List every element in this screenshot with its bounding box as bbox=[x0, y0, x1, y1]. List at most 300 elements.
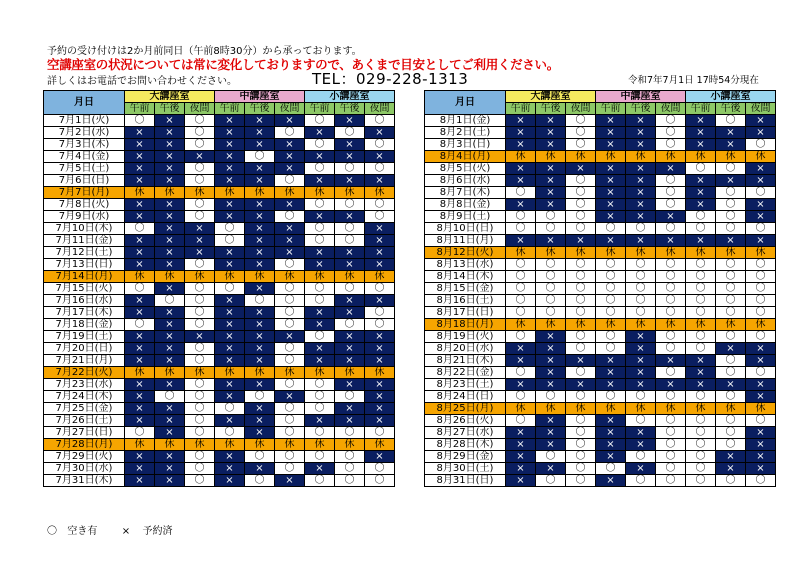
slot-reserved: × bbox=[275, 331, 305, 343]
slot-reserved: × bbox=[596, 427, 626, 439]
date-cell: 7月5日(土) bbox=[44, 163, 125, 175]
slot-available: 〇 bbox=[656, 331, 686, 343]
date-cell: 7月7日(月) bbox=[44, 187, 125, 199]
calendar-row bbox=[44, 175, 395, 187]
slot-closed: 休 bbox=[596, 247, 626, 259]
slot-reserved: × bbox=[185, 151, 215, 163]
slot-available: 〇 bbox=[716, 199, 746, 211]
slot-reserved: × bbox=[125, 307, 155, 319]
slot-reserved: × bbox=[626, 439, 656, 451]
date-cell: 7月11日(金) bbox=[44, 235, 125, 247]
date-cell: 7月16日(水) bbox=[44, 295, 125, 307]
slot-available: 〇 bbox=[746, 283, 776, 295]
slot-available: 〇 bbox=[245, 451, 275, 463]
slot-available: 〇 bbox=[215, 283, 245, 295]
slot-reserved: × bbox=[125, 475, 155, 487]
slot-reserved: × bbox=[335, 175, 365, 187]
slot-available: 〇 bbox=[506, 259, 536, 271]
date-cell: 8月20日(水) bbox=[425, 343, 506, 355]
date-cell: 7月12日(土) bbox=[44, 247, 125, 259]
slot-reserved: × bbox=[596, 211, 626, 223]
slot-available: 〇 bbox=[686, 463, 716, 475]
calendar-row bbox=[425, 151, 776, 163]
slot-available: 〇 bbox=[185, 259, 215, 271]
slot-available: 〇 bbox=[716, 415, 746, 427]
slot-reserved: × bbox=[626, 187, 656, 199]
slot-available: 〇 bbox=[335, 199, 365, 211]
slot-reserved: × bbox=[746, 463, 776, 475]
slot-afternoon-header: 午後 bbox=[245, 103, 275, 115]
calendar-row bbox=[44, 271, 395, 283]
slot-available: 〇 bbox=[506, 187, 536, 199]
slot-available: 〇 bbox=[716, 427, 746, 439]
slot-reserved: × bbox=[155, 307, 185, 319]
slot-available: 〇 bbox=[506, 415, 536, 427]
slot-closed: 休 bbox=[746, 151, 776, 163]
slot-available: 〇 bbox=[746, 271, 776, 283]
slot-reserved: × bbox=[305, 319, 335, 331]
slot-available: 〇 bbox=[746, 367, 776, 379]
slot-available: 〇 bbox=[305, 475, 335, 487]
slot-reserved: × bbox=[155, 379, 185, 391]
slot-reserved: × bbox=[506, 235, 536, 247]
slot-available: 〇 bbox=[185, 379, 215, 391]
slot-reserved: × bbox=[626, 379, 656, 391]
slot-reserved: × bbox=[626, 199, 656, 211]
calendar-row bbox=[44, 247, 395, 259]
slot-available: 〇 bbox=[686, 283, 716, 295]
slot-available: 〇 bbox=[365, 139, 395, 151]
date-cell: 8月8日(金) bbox=[425, 199, 506, 211]
slot-available: 〇 bbox=[626, 271, 656, 283]
date-cell: 8月11日(月) bbox=[425, 235, 506, 247]
slot-reserved: × bbox=[506, 343, 536, 355]
slot-closed: 休 bbox=[626, 403, 656, 415]
slot-afternoon-header: 午後 bbox=[716, 103, 746, 115]
slot-available: 〇 bbox=[686, 223, 716, 235]
slot-reserved: × bbox=[365, 235, 395, 247]
slot-reserved: × bbox=[536, 235, 566, 247]
date-cell: 8月24日(日) bbox=[425, 391, 506, 403]
slot-reserved: × bbox=[746, 427, 776, 439]
slot-reserved: × bbox=[335, 295, 365, 307]
slot-morning-header: 午前 bbox=[686, 103, 716, 115]
slot-reserved: × bbox=[596, 415, 626, 427]
date-cell: 7月1日(火) bbox=[44, 115, 125, 127]
calendar-row bbox=[44, 187, 395, 199]
slot-available: 〇 bbox=[566, 427, 596, 439]
slot-reserved: × bbox=[656, 379, 686, 391]
slot-available: 〇 bbox=[686, 343, 716, 355]
slot-reserved: × bbox=[506, 475, 536, 487]
date-cell: 7月19日(土) bbox=[44, 331, 125, 343]
date-cell: 7月4日(金) bbox=[44, 151, 125, 163]
slot-reserved: × bbox=[626, 175, 656, 187]
slot-available: 〇 bbox=[686, 271, 716, 283]
slot-reserved: × bbox=[215, 295, 245, 307]
slot-reserved: × bbox=[215, 247, 245, 259]
slot-closed: 休 bbox=[746, 403, 776, 415]
date-cell: 8月28日(木) bbox=[425, 439, 506, 451]
slot-reserved: × bbox=[335, 403, 365, 415]
date-cell: 7月10日(木) bbox=[44, 223, 125, 235]
slot-reserved: × bbox=[536, 163, 566, 175]
calendar-row bbox=[425, 403, 776, 415]
date-cell: 7月28日(月) bbox=[44, 439, 125, 451]
slot-available: 〇 bbox=[656, 175, 686, 187]
slot-available: 〇 bbox=[506, 283, 536, 295]
slot-available: 〇 bbox=[185, 283, 215, 295]
slot-reserved: × bbox=[215, 415, 245, 427]
slot-reserved: × bbox=[215, 355, 245, 367]
slot-available: 〇 bbox=[566, 271, 596, 283]
slot-closed: 休 bbox=[185, 367, 215, 379]
slot-available: 〇 bbox=[506, 295, 536, 307]
slot-reserved: × bbox=[566, 235, 596, 247]
slot-reserved: × bbox=[245, 235, 275, 247]
slot-reserved: × bbox=[365, 403, 395, 415]
slot-reserved: × bbox=[335, 415, 365, 427]
calendar-row bbox=[425, 271, 776, 283]
slot-available: 〇 bbox=[716, 283, 746, 295]
slot-reserved: × bbox=[686, 379, 716, 391]
slot-reserved: × bbox=[746, 343, 776, 355]
slot-available: 〇 bbox=[305, 199, 335, 211]
slot-available: 〇 bbox=[275, 295, 305, 307]
slot-available: 〇 bbox=[275, 463, 305, 475]
slot-reserved: × bbox=[125, 199, 155, 211]
available-label: 空き有 bbox=[67, 526, 98, 537]
slot-reserved: × bbox=[155, 343, 185, 355]
slot-reserved: × bbox=[596, 199, 626, 211]
slot-closed: 休 bbox=[536, 247, 566, 259]
slot-available: 〇 bbox=[275, 283, 305, 295]
slot-available: 〇 bbox=[245, 475, 275, 487]
slot-reserved: × bbox=[506, 163, 536, 175]
slot-available: 〇 bbox=[626, 475, 656, 487]
slot-available: 〇 bbox=[566, 367, 596, 379]
calendar-row bbox=[44, 151, 395, 163]
date-cell: 8月6日(水) bbox=[425, 175, 506, 187]
slot-available: 〇 bbox=[716, 259, 746, 271]
slot-reserved: × bbox=[536, 187, 566, 199]
slot-available: 〇 bbox=[506, 271, 536, 283]
slot-available: 〇 bbox=[566, 391, 596, 403]
slot-reserved: × bbox=[596, 451, 626, 463]
slot-reserved: × bbox=[716, 235, 746, 247]
slot-reserved: × bbox=[686, 355, 716, 367]
slot-reserved: × bbox=[746, 451, 776, 463]
slot-available: 〇 bbox=[185, 427, 215, 439]
calendar-row bbox=[425, 127, 776, 139]
slot-closed: 休 bbox=[305, 271, 335, 283]
slot-available: 〇 bbox=[656, 259, 686, 271]
slot-available: 〇 bbox=[185, 211, 215, 223]
calendar-row bbox=[425, 355, 776, 367]
slot-closed: 休 bbox=[155, 187, 185, 199]
slot-reserved: × bbox=[536, 127, 566, 139]
date-cell: 8月12日(火) bbox=[425, 247, 506, 259]
slot-reserved: × bbox=[626, 127, 656, 139]
slot-available: 〇 bbox=[335, 391, 365, 403]
slot-available: 〇 bbox=[656, 223, 686, 235]
slot-reserved: × bbox=[626, 367, 656, 379]
large-room-header: 大講座室 bbox=[125, 91, 215, 103]
slot-closed: 休 bbox=[716, 247, 746, 259]
slot-reserved: × bbox=[215, 391, 245, 403]
date-cell: 8月22日(金) bbox=[425, 367, 506, 379]
slot-reserved: × bbox=[305, 307, 335, 319]
slot-closed: 休 bbox=[626, 151, 656, 163]
slot-closed: 休 bbox=[506, 403, 536, 415]
slot-reserved: × bbox=[506, 175, 536, 187]
calendar-row bbox=[44, 403, 395, 415]
date-cell: 7月20日(日) bbox=[44, 343, 125, 355]
slot-available: 〇 bbox=[506, 367, 536, 379]
calendar-row bbox=[44, 415, 395, 427]
slot-available: 〇 bbox=[596, 259, 626, 271]
slot-available: 〇 bbox=[656, 451, 686, 463]
slot-morning-header: 午前 bbox=[125, 103, 155, 115]
slot-reserved: × bbox=[245, 427, 275, 439]
slot-reserved: × bbox=[716, 175, 746, 187]
slot-reserved: × bbox=[506, 463, 536, 475]
slot-available: 〇 bbox=[185, 403, 215, 415]
slot-available: 〇 bbox=[626, 391, 656, 403]
slot-available: 〇 bbox=[596, 343, 626, 355]
slot-reserved: × bbox=[536, 379, 566, 391]
slot-reserved: × bbox=[245, 307, 275, 319]
slot-reserved: × bbox=[155, 163, 185, 175]
slot-reserved: × bbox=[185, 247, 215, 259]
calendar-row bbox=[44, 199, 395, 211]
slot-closed: 休 bbox=[596, 403, 626, 415]
slot-closed: 休 bbox=[365, 271, 395, 283]
slot-reserved: × bbox=[365, 343, 395, 355]
slot-reserved: × bbox=[746, 439, 776, 451]
slot-reserved: × bbox=[335, 139, 365, 151]
date-cell: 7月31日(木) bbox=[44, 475, 125, 487]
slot-reserved: × bbox=[305, 343, 335, 355]
slot-closed: 休 bbox=[335, 271, 365, 283]
slot-available: 〇 bbox=[365, 475, 395, 487]
calendar-row bbox=[44, 463, 395, 475]
slot-closed: 休 bbox=[125, 271, 155, 283]
slot-reserved: × bbox=[365, 247, 395, 259]
slot-reserved: × bbox=[536, 331, 566, 343]
slot-available: 〇 bbox=[746, 187, 776, 199]
slot-closed: 休 bbox=[536, 319, 566, 331]
slot-morning-header: 午前 bbox=[215, 103, 245, 115]
slot-available: 〇 bbox=[335, 127, 365, 139]
slot-available: 〇 bbox=[506, 223, 536, 235]
slot-reserved: × bbox=[686, 127, 716, 139]
slot-available: 〇 bbox=[185, 127, 215, 139]
slot-reserved: × bbox=[335, 307, 365, 319]
medium-room-header: 中講座室 bbox=[215, 91, 305, 103]
slot-reserved: × bbox=[125, 235, 155, 247]
slot-available: 〇 bbox=[125, 319, 155, 331]
date-cell: 7月17日(木) bbox=[44, 307, 125, 319]
slot-reserved: × bbox=[215, 259, 245, 271]
calendar-row bbox=[44, 439, 395, 451]
date-cell: 8月29日(金) bbox=[425, 451, 506, 463]
slot-available: 〇 bbox=[335, 319, 365, 331]
calendar-row bbox=[425, 331, 776, 343]
slot-reserved: × bbox=[155, 259, 185, 271]
medium-room-header: 中講座室 bbox=[596, 91, 686, 103]
slot-reserved: × bbox=[155, 175, 185, 187]
slot-available: 〇 bbox=[536, 451, 566, 463]
slot-available: 〇 bbox=[626, 307, 656, 319]
slot-closed: 休 bbox=[566, 151, 596, 163]
date-cell: 8月3日(日) bbox=[425, 139, 506, 151]
calendar-row bbox=[425, 139, 776, 151]
slot-available: 〇 bbox=[656, 367, 686, 379]
slot-available: 〇 bbox=[185, 319, 215, 331]
slot-reserved: × bbox=[656, 211, 686, 223]
slot-available: 〇 bbox=[365, 463, 395, 475]
slot-available: 〇 bbox=[305, 331, 335, 343]
slot-reserved: × bbox=[536, 367, 566, 379]
slot-reserved: × bbox=[155, 331, 185, 343]
slot-reserved: × bbox=[716, 139, 746, 151]
slot-available: 〇 bbox=[656, 439, 686, 451]
calendar-row bbox=[425, 163, 776, 175]
slot-reserved: × bbox=[245, 463, 275, 475]
slot-available: 〇 bbox=[125, 283, 155, 295]
slot-reserved: × bbox=[536, 415, 566, 427]
slot-available: 〇 bbox=[305, 223, 335, 235]
slot-reserved: × bbox=[215, 115, 245, 127]
slot-reserved: × bbox=[596, 175, 626, 187]
slot-reserved: × bbox=[596, 163, 626, 175]
slot-available: 〇 bbox=[305, 451, 335, 463]
calendar-row bbox=[44, 379, 395, 391]
calendar-row bbox=[425, 343, 776, 355]
date-cell: 7月27日(日) bbox=[44, 427, 125, 439]
slot-closed: 休 bbox=[566, 247, 596, 259]
calendar-row bbox=[44, 331, 395, 343]
slot-reserved: × bbox=[275, 199, 305, 211]
slot-available: 〇 bbox=[335, 451, 365, 463]
date-cell: 7月18日(金) bbox=[44, 319, 125, 331]
slot-reserved: × bbox=[626, 355, 656, 367]
slot-available: 〇 bbox=[626, 295, 656, 307]
calendar-row bbox=[425, 259, 776, 271]
slot-reserved: × bbox=[245, 331, 275, 343]
slot-available: 〇 bbox=[536, 475, 566, 487]
slot-available: 〇 bbox=[626, 259, 656, 271]
slot-reserved: × bbox=[686, 187, 716, 199]
calendar-row bbox=[425, 451, 776, 463]
date-cell: 8月13日(水) bbox=[425, 259, 506, 271]
slot-available: 〇 bbox=[275, 379, 305, 391]
date-cell: 8月5日(火) bbox=[425, 163, 506, 175]
slot-available: 〇 bbox=[305, 295, 335, 307]
slot-available: 〇 bbox=[275, 451, 305, 463]
slot-available: 〇 bbox=[626, 415, 656, 427]
slot-reserved: × bbox=[335, 247, 365, 259]
slot-available: 〇 bbox=[305, 427, 335, 439]
date-cell: 7月2日(水) bbox=[44, 127, 125, 139]
slot-reserved: × bbox=[536, 427, 566, 439]
slot-available: 〇 bbox=[716, 331, 746, 343]
slot-reserved: × bbox=[125, 295, 155, 307]
slot-closed: 休 bbox=[566, 403, 596, 415]
slot-reserved: × bbox=[155, 403, 185, 415]
slot-closed: 休 bbox=[245, 439, 275, 451]
slot-available: 〇 bbox=[716, 307, 746, 319]
slot-reserved: × bbox=[626, 115, 656, 127]
slot-reserved: × bbox=[305, 151, 335, 163]
slot-available: 〇 bbox=[686, 415, 716, 427]
slot-reserved: × bbox=[275, 163, 305, 175]
slot-reserved: × bbox=[155, 139, 185, 151]
slot-available: 〇 bbox=[566, 439, 596, 451]
slot-available: 〇 bbox=[626, 283, 656, 295]
date-cell: 7月24日(木) bbox=[44, 391, 125, 403]
slot-available: 〇 bbox=[746, 331, 776, 343]
date-cell: 8月30日(土) bbox=[425, 463, 506, 475]
slot-available: 〇 bbox=[746, 475, 776, 487]
slot-closed: 休 bbox=[125, 187, 155, 199]
reserved-label: 予約済 bbox=[142, 526, 173, 537]
calendar-row bbox=[425, 199, 776, 211]
slot-afternoon-header: 午後 bbox=[626, 103, 656, 115]
slot-reserved: × bbox=[626, 343, 656, 355]
calendar-row bbox=[44, 127, 395, 139]
slot-reserved: × bbox=[215, 343, 245, 355]
slot-available: 〇 bbox=[365, 163, 395, 175]
slot-reserved: × bbox=[536, 139, 566, 151]
slot-closed: 休 bbox=[305, 439, 335, 451]
date-cell: 8月17日(日) bbox=[425, 307, 506, 319]
slot-available: 〇 bbox=[686, 391, 716, 403]
date-cell: 8月15日(金) bbox=[425, 283, 506, 295]
slot-reserved: × bbox=[365, 151, 395, 163]
calendar-row bbox=[425, 463, 776, 475]
slot-reserved: × bbox=[506, 139, 536, 151]
calendar-row bbox=[44, 451, 395, 463]
slot-closed: 休 bbox=[245, 367, 275, 379]
slot-available: 〇 bbox=[506, 331, 536, 343]
date-cell: 7月9日(水) bbox=[44, 211, 125, 223]
slot-reserved: × bbox=[506, 127, 536, 139]
slot-closed: 休 bbox=[335, 439, 365, 451]
date-cell: 8月25日(月) bbox=[425, 403, 506, 415]
slot-closed: 休 bbox=[245, 187, 275, 199]
slot-reserved: × bbox=[125, 451, 155, 463]
slot-available: 〇 bbox=[215, 235, 245, 247]
slot-reserved: × bbox=[125, 379, 155, 391]
slot-available: 〇 bbox=[716, 115, 746, 127]
slot-closed: 休 bbox=[746, 319, 776, 331]
slot-closed: 休 bbox=[275, 367, 305, 379]
slot-available: 〇 bbox=[716, 295, 746, 307]
slot-available: 〇 bbox=[716, 355, 746, 367]
slot-reserved: × bbox=[125, 163, 155, 175]
slot-closed: 休 bbox=[275, 271, 305, 283]
slot-reserved: × bbox=[215, 307, 245, 319]
slot-available: 〇 bbox=[335, 475, 365, 487]
slot-reserved: × bbox=[536, 199, 566, 211]
slot-reserved: × bbox=[716, 379, 746, 391]
calendar-row bbox=[44, 427, 395, 439]
slot-available: 〇 bbox=[305, 283, 335, 295]
slot-evening-header: 夜間 bbox=[746, 103, 776, 115]
slot-available: 〇 bbox=[716, 391, 746, 403]
